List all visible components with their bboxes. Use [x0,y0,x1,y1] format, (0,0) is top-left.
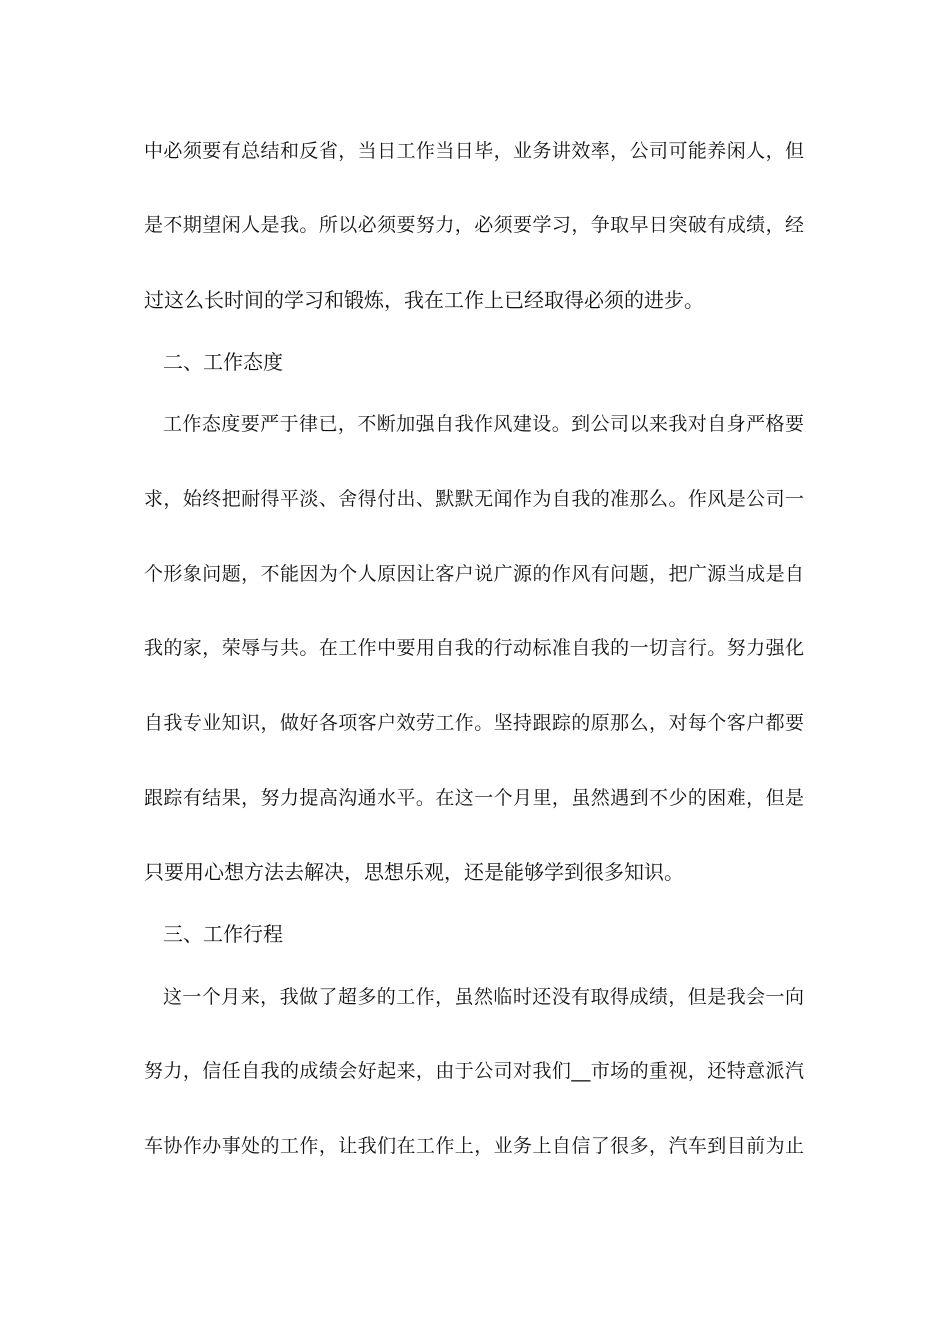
paragraph-line: 过这么长时间的学习和锻炼，我在工作上已经取得必须的进步。 [144,288,704,312]
paragraph-line: 自我专业知识，做好各项客户效劳工作。坚持跟踪的原那么，对每个客户都要 [144,712,804,734]
paragraph-line: 个形象问题，不能因为个人原因让客户说广源的作风有问题，把广源当成是自 [144,563,804,585]
paragraph-line: 我的家，荣辱与共。在工作中要用自我的行动标准自我的一切言行。努力强化 [144,637,804,659]
paragraph-line: 只要用心想方法去解决，思想乐观，还是能够学到很多知识。 [144,860,684,884]
section-heading: 三、工作行程 [163,922,283,946]
paragraph-line: 努力，信任自我的成绩会好起来，由于公司对我们__市场的重视，还特意派汽 [144,1060,804,1082]
paragraph-line: 车协作办事处的工作，让我们在工作上，业务上自信了很多，汽车到目前为止 [144,1135,804,1157]
section-heading: 二、工作态度 [163,350,283,374]
paragraph-line: 工作态度要严于律已，不断加强自我作风建设。到公司以来我对自身严格要 [163,413,804,435]
paragraph-line: 求，始终把耐得平淡、舍得付出、默默无闻作为自我的准那么。作风是公司一 [144,488,804,510]
paragraph-line: 是不期望闲人是我。所以必须要努力，必须要学习，争取早日突破有成绩，经 [144,214,804,236]
paragraph-line: 中必须要有总结和反省，当日工作当日毕，业务讲效率，公司可能养闲人，但 [144,140,804,162]
paragraph-line: 这一个月来，我做了超多的工作，虽然临时还没有取得成绩，但是我会一向 [163,986,804,1008]
paragraph-line: 跟踪有结果，努力提高沟通水平。在这一个月里，虽然遇到不少的困难，但是 [144,787,804,809]
